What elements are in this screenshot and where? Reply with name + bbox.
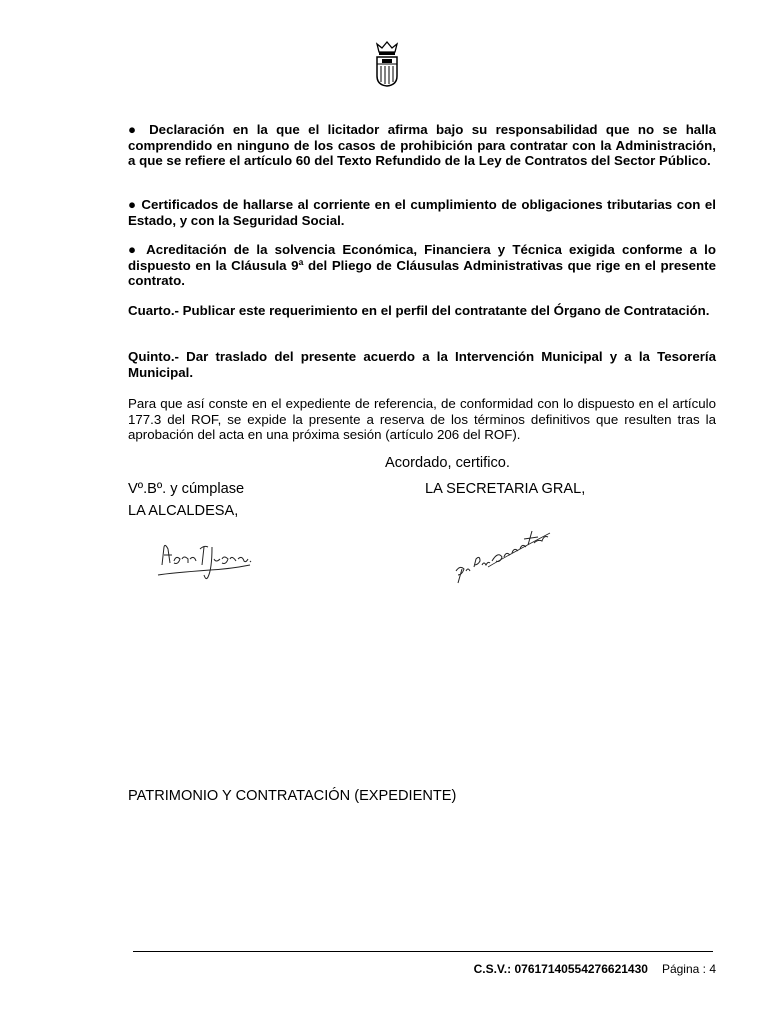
footer-divider: [133, 951, 713, 952]
page-footer: [474, 962, 716, 976]
secretary-signature: [452, 525, 552, 587]
page-number: Página : 4: [661, 962, 716, 976]
paragraph-quinto: Quinto.- Dar traslado del presente acuerdo a la Intervención Municipal y a la Tesorería Municipal.: [128, 349, 716, 380]
alcaldesa-label: LA ALCALDESA,: [128, 503, 239, 519]
municipal-crest-logo: [372, 40, 402, 88]
secretaria-label: LA SECRETARIA GRAL,: [425, 481, 586, 497]
acordado-certifico: Acordado, certifico.: [385, 455, 510, 471]
visto-bueno-label: Vº.Bº. y cúmplase: [128, 481, 245, 497]
paragraph-closing: Para que así conste en el expediente de referencia, de conformidad con lo dispuesto en el artículo 177.3 del ROF, se expide la presente a reserva de los términos definitivos que resulten tras la aprobación del acta en una próxima sesión (artículo 206 del ROF).: [128, 396, 716, 442]
paragraph-cuarto: Cuarto.- Publicar este requerimiento en el perfil del contratante del Órgano de Contratación.: [128, 303, 710, 318]
mayor-signature: [150, 535, 260, 585]
paragraph-declaracion: ● Declaración en la que el licitador afirma bajo su responsabilidad que no se halla comprendido en ninguno de los casos de prohibición para contratar con la Administración, a que se refiere el artículo 60 del Texto Refundido de la Ley de Contratos del Sector Público.: [128, 122, 716, 168]
paragraph-acreditacion: ● Acreditación de la solvencia Económica, Financiera y Técnica exigida conforme a lo dispuesto en la Cláusula 9ª del Pliego de Cláusulas Administrativas que rige en el presente contrato.: [128, 242, 716, 288]
csv-code: C.S.V.: 07617140554276621430: [473, 962, 648, 976]
department-label: PATRIMONIO Y CONTRATACIÓN (EXPEDIENTE): [128, 788, 457, 804]
paragraph-certificados: ● Certificados de hallarse al corriente en el cumplimiento de obligaciones tributarias con el Estado, y con la Seguridad Social.: [128, 197, 716, 228]
